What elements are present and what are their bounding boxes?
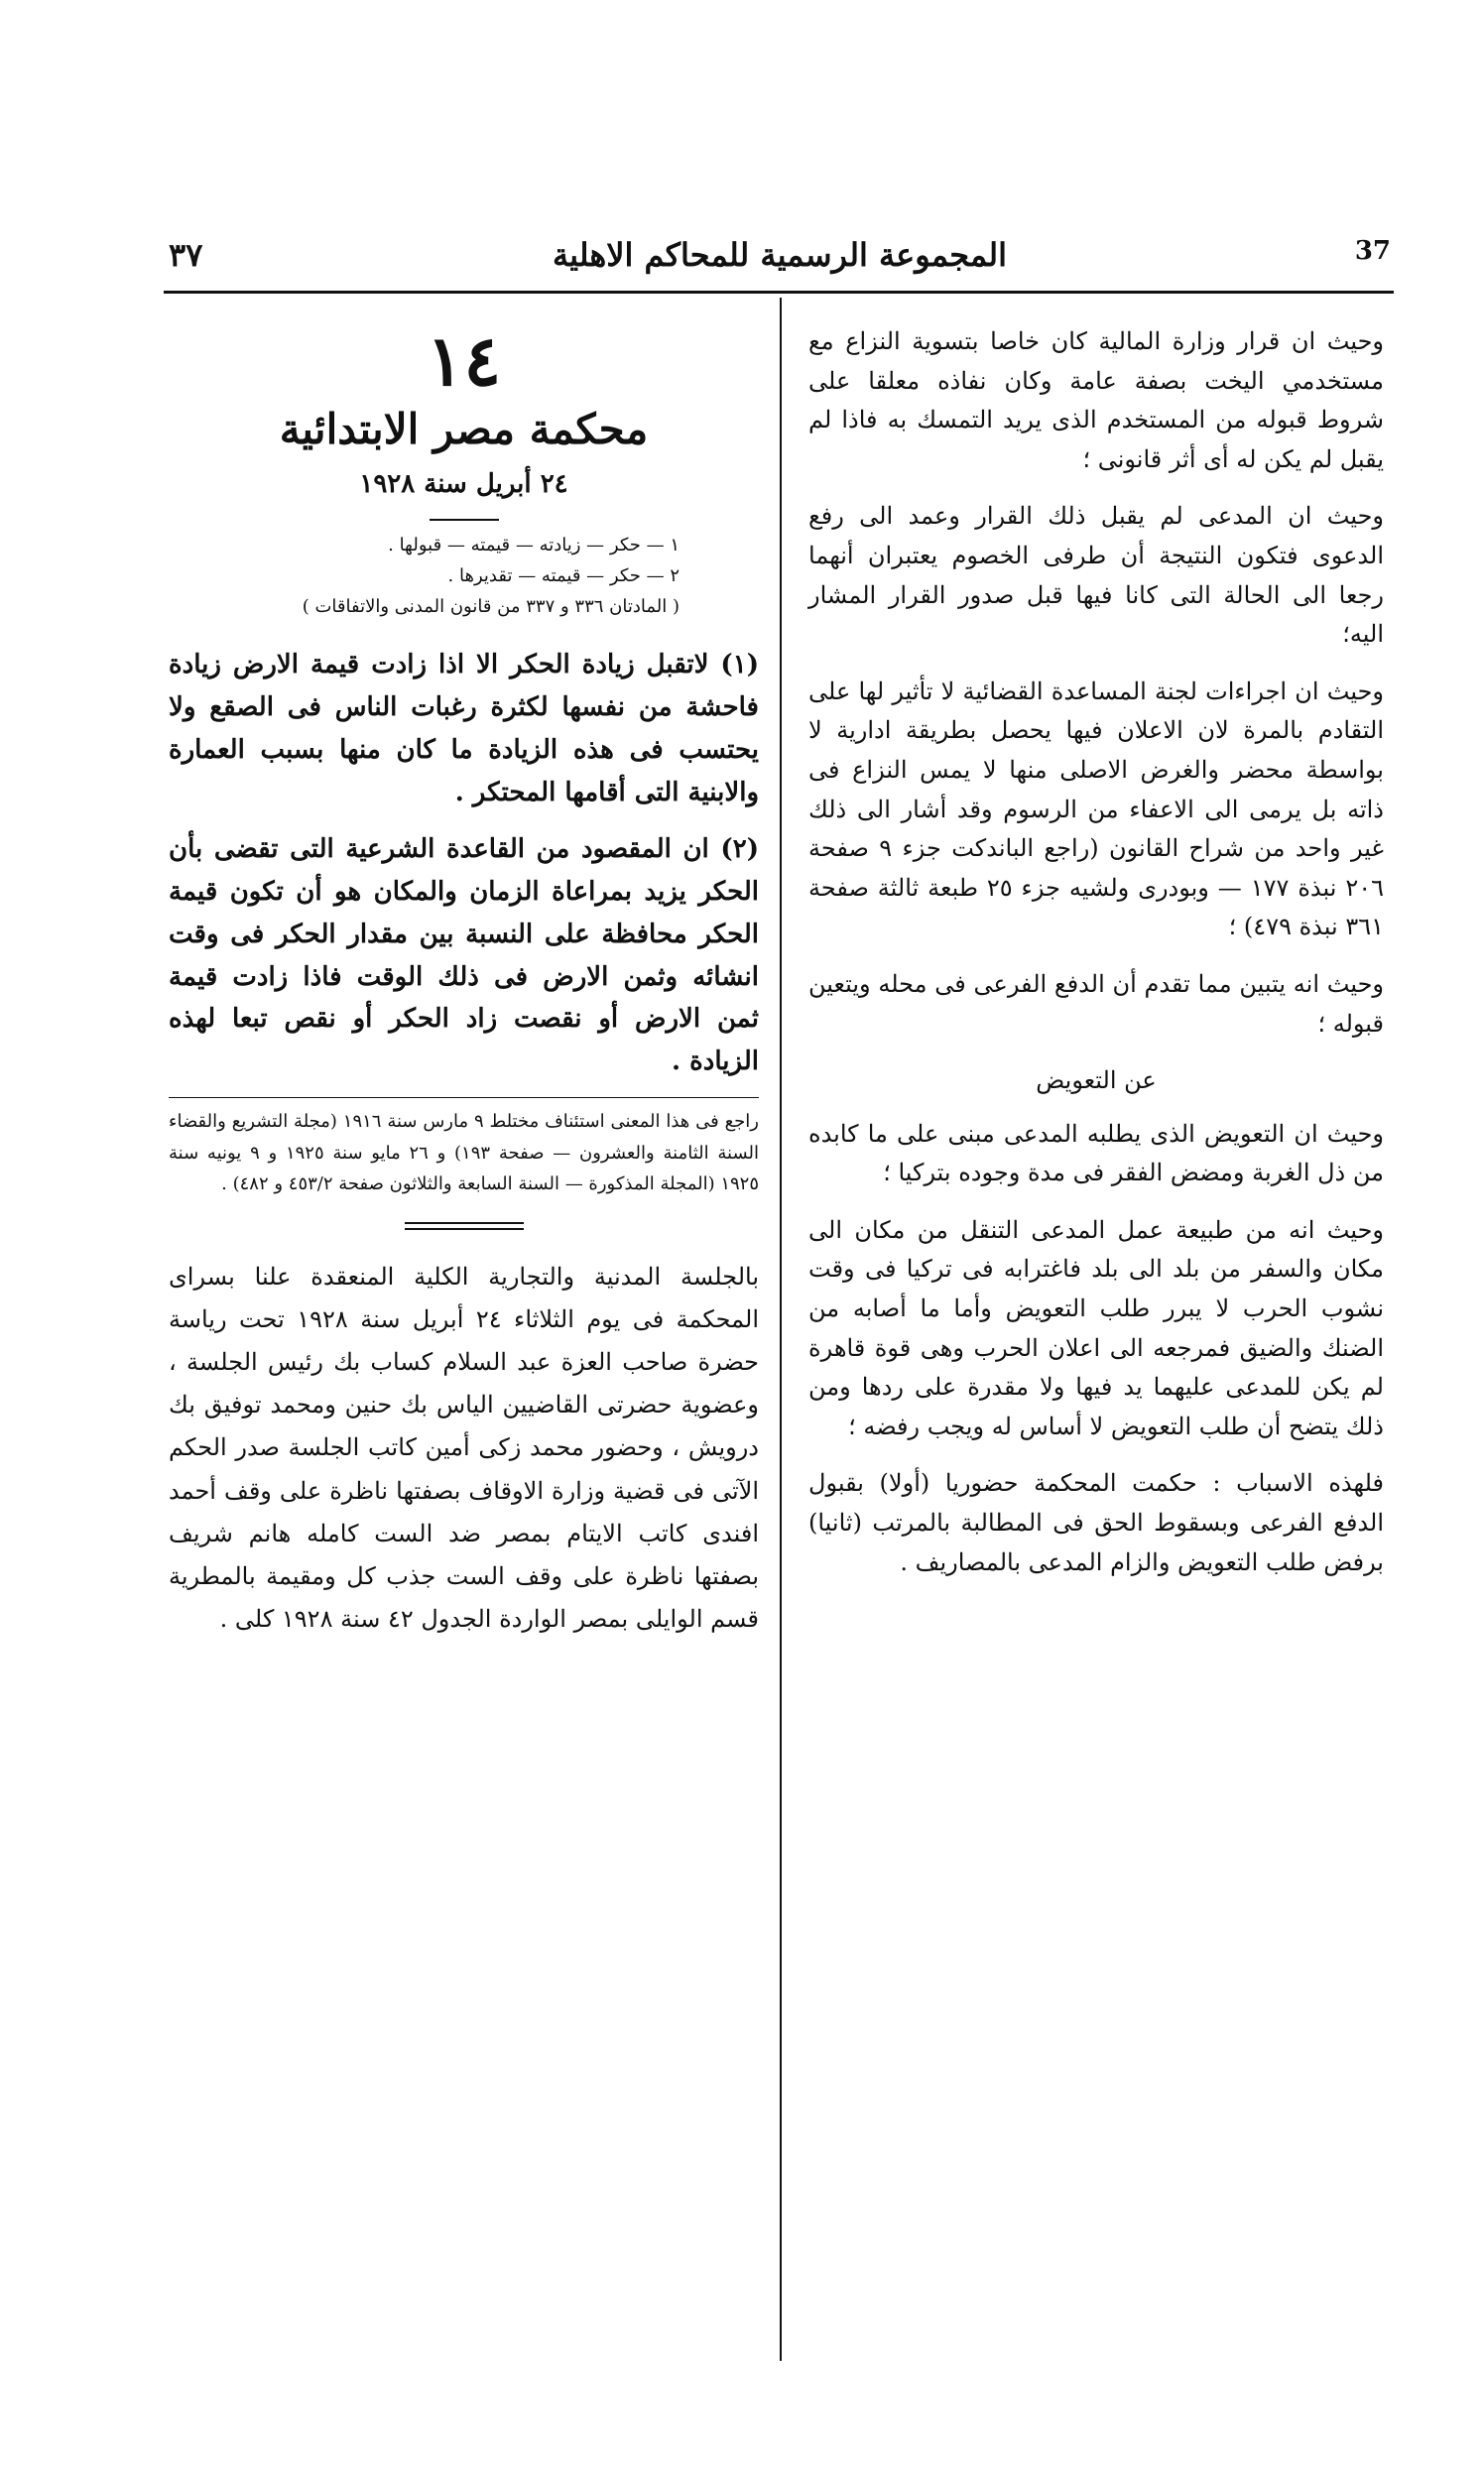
- keyword-item: ١ — حكر — زيادته — قيمته — قبولها .: [388, 535, 680, 556]
- page-header: [169, 236, 1391, 290]
- session-paragraph: بالجلسة المدنية والتجارية الكلية المنعقدة علنا بسراى المحكمة فى يوم الثلاثاء ٢٤ أبريل سنة ١٩٢٨ تحت رياسة حضرة صاحب العزة عبد السلام كساب بك رئيس الجلسة ، وعضوية حضرتى القاضيين الياس بك حنين ومحمد توفيق بك درويش ، وحضور محمد زكى أمين كاتب الجلسة صدر الحكم الآتى فى قضية وزارة الاوقاف بصفتها ناظرة على وقف أحمد افندى كاتب الايتام بمصر ضد الست كامله هانم شريف بصفتها ناظرة على وقف الست جذب كل ومقيمة بالمطرية قسم الوايلى بمصر الواردة الجدول ٤٢ سنة ١٩٢٨ كلى .: [169, 1262, 759, 1634]
- paragraph: وحيث انه يتبين مما تقدم أن الدفع الفرعى فى محله ويتعين قبوله ؛: [808, 969, 1384, 1038]
- keywords-list: [169, 531, 759, 622]
- footnote: راجع فى هذا المعنى استئناف مختلط ٩ مارس سنة ١٩١٦ (مجلة التشريع والقضاء السنة الثامنة والعشرون — صفحة ١٩٣) و ٢٦ مايو سنة ١٩٢٥ و ٩ يونيه سنة ١٩٢٥ (المجلة المذكورة — السنة السابعة والثلاثون صفحة ٤٥٣/٢ و ٤٨٢) .: [169, 1097, 759, 1200]
- paragraph: وحيث انه من طبيعة عمل المدعى التنقل من مكان الى مكان والسفر من بلد الى بلد فاغترابه فى تركيا فى وقت نشوب الحرب لا يبرر طلب التعويض وأما ما أصابه من الضنك والضيق فمرجعه الى اعلان الحرب وهى قوة قاهرة لم يكن للمدعى عليهما يد فيها ولا مقدرة على ردها ومن ذلك يتضح أن طلب التعويض لا أساس له ويجب رفضه ؛: [808, 1215, 1384, 1440]
- paragraph: وحيث ان قرار وزارة المالية كان خاصا بتسوية النزاع مع مستخدمي اليخت بصفة عامة وكان نفاذه معلقا على شروط قبوله من المستخدم الذى يريد التمسك به فاذا لم يقبل لم يكن له أى أثر قانونى ؛: [808, 327, 1384, 473]
- principle: (١) لاتقبل زيادة الحكر الا اذا زادت قيمة الارض زيادة فاحشة من نفسها لكثرة رغبات الناس فى الصقع ولا يحتسب فى هذه الزيادة ما كان منها بسبب العمارة والابنية التى أقامها المحتكر .: [169, 650, 759, 807]
- case-number: ١٤: [426, 319, 502, 402]
- divider: [430, 519, 499, 521]
- page-number-latin: 37: [1354, 236, 1391, 266]
- principle: (٢) ان المقصود من القاعدة الشرعية التى تقضى بأن الحكر يزيد بمراعاة الزمان والمكان هو أن تكون قيمة الحكر محافظة على النسبة بين مقدار الحكر فى وقت انشائه وثمن الارض فى ذلك الوقت فاذا زادت قيمة ثمن الارض أو نقصت زاد الحكر أو نقص تبعا لهذه الزيادة .: [169, 833, 759, 1077]
- section-subheading: عن التعويض: [1036, 1066, 1157, 1095]
- page-number-arabic: ٣٧: [169, 236, 203, 274]
- running-title: المجموعة الرسمية للمحاكم الاهلية: [552, 236, 1008, 274]
- case-date: ٢٤ أبريل سنة ١٩٢٨: [359, 468, 568, 499]
- legal-principles: [169, 644, 759, 1083]
- paragraph: وحيث ان اجراءات لجنة المساعدة القضائية لا تأثير لها على التقادم بالمرة لان الاعلان فيها يحصل بطريقة ادارية لا بواسطة محضر والغرض الاصلى منها لا يمس النزاع فى ذاته بل يرمى الى الاعفاء من الرسوم وقد أشار الى ذلك غير واحد من شراح القانون (راجع الباندكت جزء ٩ صفحة ٢٠٦ نبذة ١٧٧ — وبودرى ولشيه جزء ٢٥ طبعة ثالثة صفحة ٣٦١ نبذة ٤٧٩) ؛: [808, 677, 1385, 941]
- verdict-paragraph: فلهذه الاسباب : حكمت المحكمة حضوريا (أولا) بقبول الدفع الفرعى وبسقوط الحق فى المطالبة بالمرتب (ثانيا) برفض طلب التعويض والزام المدعى بالمصاريف .: [808, 1469, 1384, 1576]
- court-name: محكمة مصر الابتدائية: [279, 405, 649, 453]
- left-column: [169, 319, 759, 2465]
- keyword-item: ٢ — حكر — قيمته — تقديرها .: [447, 565, 680, 587]
- statute-reference: ( المادتان ٣٣٦ و ٣٣٧ من قانون المدنى والاتفاقات ): [302, 595, 680, 617]
- right-column: [808, 322, 1384, 2465]
- column-divider: [780, 298, 782, 2361]
- double-divider: [405, 1222, 524, 1230]
- paragraph: وحيث ان المدعى لم يقبل ذلك القرار وعمد الى رفع الدعوى فتكون النتيجة أن طرفى الخصوم يعتبران أنهما رجعا الى الحالة التى كانا فيها قبل صدور القرار المشار اليه؛: [808, 502, 1384, 649]
- header-rule: [164, 291, 1394, 294]
- paragraph: وحيث ان التعويض الذى يطلبه المدعى مبنى على ما كابده من ذل الغربة ومضض الفقر فى مدة وجوده بتركيا ؛: [808, 1119, 1384, 1187]
